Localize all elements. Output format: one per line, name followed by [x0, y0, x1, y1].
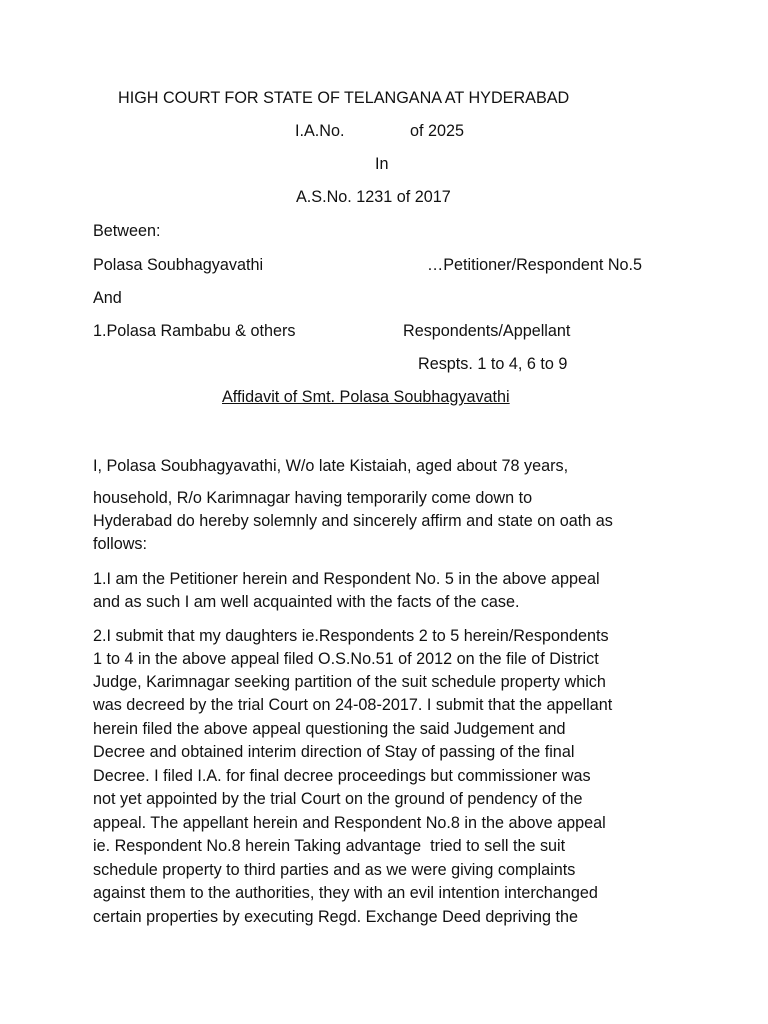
between-label: Between:: [93, 222, 161, 240]
body-line: household, R/o Karimnagar having temporarily come down to: [93, 489, 533, 507]
affidavit-title: Affidavit of Smt. Polasa Soubhagyavathi: [222, 388, 510, 406]
court-heading: HIGH COURT FOR STATE OF TELANGANA AT HYDERABAD: [118, 89, 570, 107]
ia-year: of 2025: [410, 122, 465, 140]
and-label: And: [93, 289, 122, 307]
intro-line: I, Polasa Soubhagyavathi, W/o late Kistaiah, aged about 78 years,: [93, 457, 569, 475]
paragraph-2-line: schedule property to third parties and as we were giving complaints: [93, 861, 576, 879]
paragraph-2-line: 1 to 4 in the above appeal filed O.S.No.51 of 2012 on the file of District: [93, 650, 599, 668]
petitioner-role: …Petitioner/Respondent No.5: [427, 256, 643, 274]
in-label: In: [375, 155, 389, 173]
ia-number-label: I.A.No.: [295, 122, 345, 140]
appeal-suit-number: A.S.No. 1231 of 2017: [296, 188, 451, 206]
paragraph-2-line: Judge, Karimnagar seeking partition of the suit schedule property which: [93, 673, 606, 691]
paragraph-2-line: appeal. The appellant herein and Respondent No.8 in the above appeal: [93, 814, 606, 832]
paragraph-2-line: ie. Respondent No.8 herein Taking advantage tried to sell the suit: [93, 837, 566, 855]
paragraph-1-line: 1.I am the Petitioner herein and Respondent No. 5 in the above appeal: [93, 570, 600, 588]
body-line: follows:: [93, 535, 147, 553]
respondent-name: 1.Polasa Rambabu & others: [93, 322, 296, 340]
paragraph-1-line: and as such I am well acquainted with the facts of the case.: [93, 593, 520, 611]
paragraph-2-line: certain properties by executing Regd. Exchange Deed depriving the: [93, 908, 579, 926]
body-line: Hyderabad do hereby solemnly and sincerely affirm and state on oath as: [93, 512, 613, 530]
petitioner-name: Polasa Soubhagyavathi: [93, 256, 264, 274]
paragraph-2-line: was decreed by the trial Court on 24-08-2017. I submit that the appellant: [93, 696, 613, 714]
paragraph-2-line: against them to the authorities, they with an evil intention interchanged: [93, 884, 598, 902]
respondent-role-detail: Respts. 1 to 4, 6 to 9: [418, 355, 568, 373]
respondent-role: Respondents/Appellant: [403, 322, 571, 340]
paragraph-2-line: Decree. I filed I.A. for final decree proceedings but commissioner was: [93, 767, 591, 785]
paragraph-2-line: Decree and obtained interim direction of Stay of passing of the final: [93, 743, 575, 761]
paragraph-2-line: 2.I submit that my daughters ie.Respondents 2 to 5 herein/Respondents: [93, 627, 609, 645]
paragraph-2-line: not yet appointed by the trial Court on the ground of pendency of the: [93, 790, 583, 808]
paragraph-2-line: herein filed the above appeal questioning the said Judgement and: [93, 720, 566, 738]
